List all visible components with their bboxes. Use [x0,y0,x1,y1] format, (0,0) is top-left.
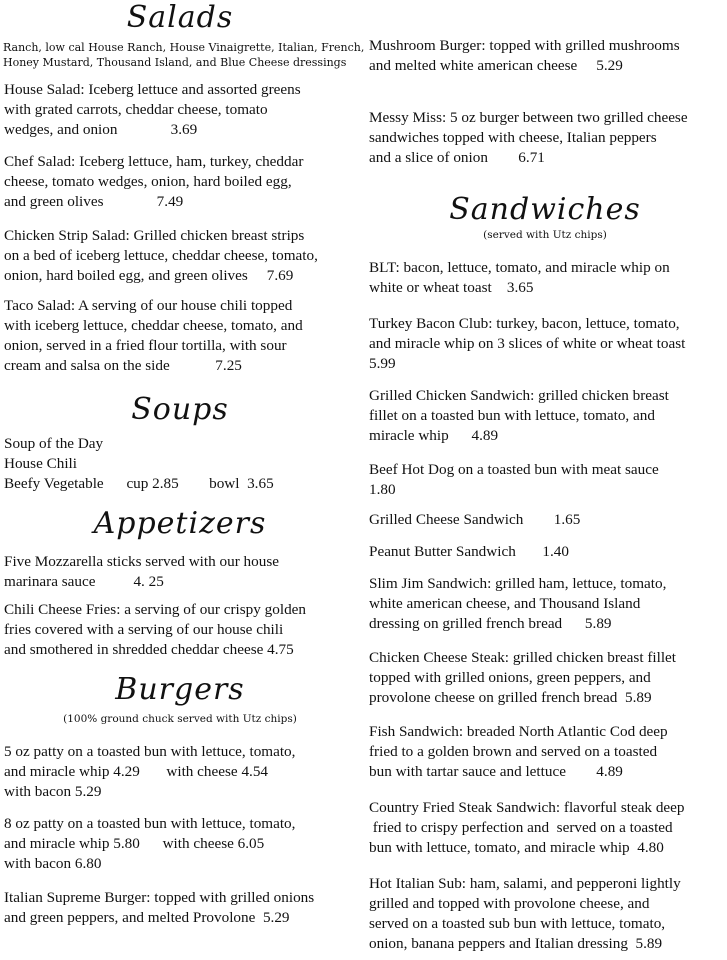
menu-item-mushroom-burger [369,36,726,76]
item-line: Messy Miss: 5 oz burger between two grilled cheese [369,109,688,126]
item-line: on a bed of iceberg lettuce, cheddar cheese, tomato, [4,247,318,264]
item-line: and miracle whip on 3 slices of white or wheat toast [369,335,686,352]
soup-line: Soup of the Day [4,435,104,452]
sandwiches-note: (served with Utz chips) [483,229,607,241]
appetizers-heading: Appetizers [93,506,267,541]
menu-item-italian-supreme-burger [4,888,356,928]
item-line: House Salad: Iceberg lettuce and assorted greens [4,81,301,98]
item-line: marinara sauce 4. 25 [4,573,164,590]
item-line: and a slice of onion 6.71 [369,149,545,166]
soup-line: Beefy Vegetable cup 2.85 bowl 3.65 [4,475,274,492]
menu-item-mozzarella-sticks [4,552,356,592]
menu-item-turkey-bacon-club [369,314,726,374]
item-line: BLT: bacon, lettuce, tomato, and miracle whip on [369,259,670,276]
menu-item-slim-jim [369,574,726,634]
menu-item-fish-sandwich [369,722,726,782]
item-line: grilled and topped with provolone cheese, and [369,895,650,912]
burgers-note: (100% ground chuck served with Utz chips) [63,713,297,725]
item-line: and green peppers, and melted Provolone 5.29 [4,909,290,926]
item-line: fillet on a toasted bun with lettuce, tomato, and [369,407,655,424]
item-line: bun with tartar sauce and lettuce 4.89 [369,763,623,780]
item-line: with bacon 6.80 [4,855,102,872]
item-line: Turkey Bacon Club: turkey, bacon, lettuce, tomato, [369,315,680,332]
item-line: provolone cheese on grilled french bread 5.89 [369,689,652,706]
item-line: Chicken Strip Salad: Grilled chicken breast strips [4,227,305,244]
item-line: Chili Cheese Fries: a serving of our crispy golden [4,601,307,618]
item-line: Chef Salad: Iceberg lettuce, ham, turkey, cheddar [4,153,304,170]
sandwiches-heading: Sandwiches [449,192,641,227]
item-line: cheese, tomato wedges, onion, hard boiled egg, [4,173,292,190]
item-line: 5 oz patty on a toasted bun with lettuce, tomato, [4,743,296,760]
item-line: onion, hard boiled egg, and green olives 7.69 [4,267,294,284]
menu-item-peanut-butter [369,542,726,562]
item-line: and smothered in shredded cheddar cheese 4.75 [4,641,294,658]
soup-line: House Chili [4,455,77,472]
item-line: Fish Sandwich: breaded North Atlantic Cod deep [369,723,668,740]
item-line: Country Fried Steak Sandwich: flavorful steak deep [369,799,685,816]
item-line: dressing on grilled french bread 5.89 [369,615,612,632]
item-line: fries covered with a serving of our house chili [4,621,284,638]
item-line: miracle whip 4.89 [369,427,499,444]
dressings-line: Ranch, low cal House Ranch, House Vinaigrette, Italian, French, [3,41,365,54]
item-line: Taco Salad: A serving of our house chili topped [4,297,293,314]
item-line: and miracle whip 5.80 with cheese 6.05 [4,835,265,852]
soups-heading: Soups [131,392,229,427]
item-line: 5.99 [369,355,396,372]
item-line: fried to a golden brown and served on a toasted [369,743,658,760]
item-line: wedges, and onion 3.69 [4,121,198,138]
menu-item-hot-italian-sub [369,874,726,954]
menu-item-beef-hot-dog [369,460,726,500]
item-line: Grilled Chicken Sandwich: grilled chicken breast [369,387,669,404]
menu-item-8oz-burger [4,814,356,874]
item-line: and melted white american cheese 5.29 [369,57,623,74]
item-line: with iceberg lettuce, cheddar cheese, tomato, and [4,317,303,334]
item-line: Beef Hot Dog on a toasted bun with meat sauce [369,461,659,478]
burgers-heading: Burgers [115,672,245,707]
menu-item-chef-salad [4,152,356,212]
item-line: onion, served in a fried flour tortilla, with sour [4,337,287,354]
item-line: Italian Supreme Burger: topped with grilled onions [4,889,315,906]
item-line: Mushroom Burger: topped with grilled mushrooms [369,37,680,54]
item-line: topped with grilled onions, green peppers, and [369,669,651,686]
menu-item-blt [369,258,726,298]
item-line: white or wheat toast 3.65 [369,279,534,296]
menu-item-grilled-chicken-sandwich [369,386,726,446]
item-line: fried to crispy perfection and served on a toasted [369,819,673,836]
item-line: cream and salsa on the side 7.25 [4,357,242,374]
item-line: Slim Jim Sandwich: grilled ham, lettuce, tomato, [369,575,667,592]
item-line: Peanut Butter Sandwich 1.40 [369,543,569,560]
item-line: sandwiches topped with cheese, Italian peppers [369,129,657,146]
item-line: onion, banana peppers and Italian dressing 5.89 [369,935,663,952]
item-line: Chicken Cheese Steak: grilled chicken breast fillet [369,649,677,666]
salad-dressings-note [3,40,365,70]
item-line: Grilled Cheese Sandwich 1.65 [369,511,581,528]
menu-item-taco-salad [4,296,356,376]
salads-heading: Salads [126,0,234,35]
menu-item-chicken-strip-salad [4,226,356,286]
item-line: Hot Italian Sub: ham, salami, and pepperoni lightly [369,875,681,892]
item-line: Five Mozzarella sticks served with our house [4,553,279,570]
item-line: 8 oz patty on a toasted bun with lettuce, tomato, [4,815,296,832]
item-line: bun with lettuce, tomato, and miracle whip 4.80 [369,839,664,856]
item-line: and green olives 7.49 [4,193,184,210]
item-line: white american cheese, and Thousand Island [369,595,641,612]
item-line: served on a toasted sub bun with lettuce, tomato, [369,915,666,932]
item-line: 1.80 [369,481,396,498]
item-line: and miracle whip 4.29 with cheese 4.54 [4,763,269,780]
menu-item-grilled-cheese [369,510,726,530]
menu-item-5oz-burger [4,742,356,802]
item-line: with grated carrots, cheddar cheese, tomato [4,101,268,118]
menu-item-chili-cheese-fries [4,600,356,660]
menu-item-house-salad [4,80,356,140]
menu-item-chicken-cheese-steak [369,648,726,708]
menu-item-country-fried-steak [369,798,726,858]
soups-list [4,434,356,494]
item-line: with bacon 5.29 [4,783,102,800]
menu-item-messy-miss [369,108,726,168]
dressings-line: Honey Mustard, Thousand Island, and Blue Cheese dressings [3,56,347,69]
